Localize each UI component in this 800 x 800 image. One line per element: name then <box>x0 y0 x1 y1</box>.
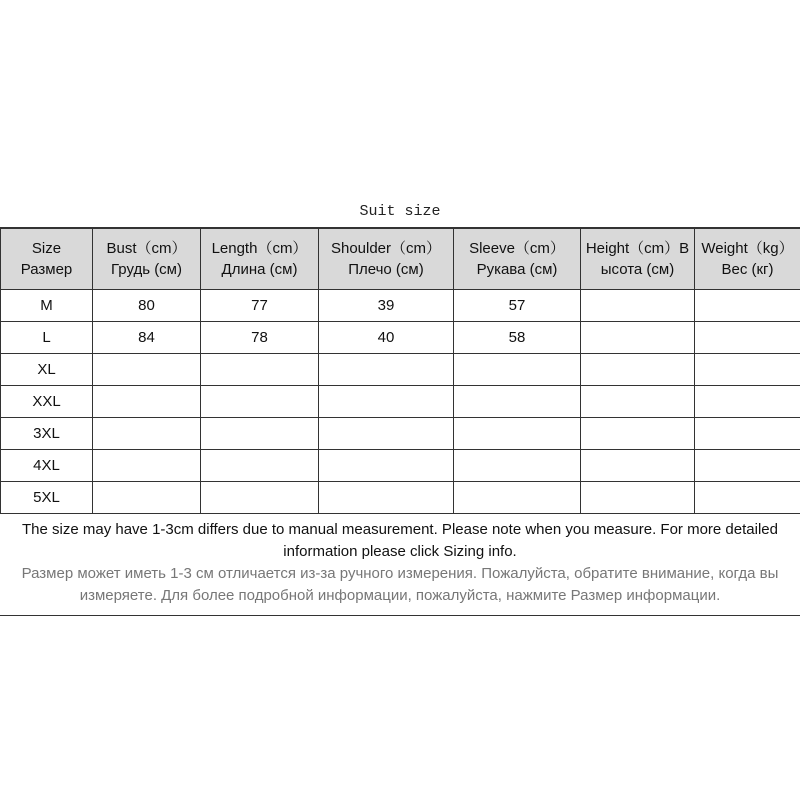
cell-bust: 80 <box>93 290 201 322</box>
cell-shoulder <box>319 386 454 418</box>
cell-size: XXL <box>1 386 93 418</box>
cell-size: XL <box>1 354 93 386</box>
cell-weight <box>695 290 800 322</box>
cell-height <box>581 482 695 514</box>
cell-shoulder <box>319 450 454 482</box>
cell-size: 4XL <box>1 450 93 482</box>
cell-weight <box>695 450 800 482</box>
size-chart-table <box>0 227 800 514</box>
cell-weight <box>695 386 800 418</box>
cell-sleeve <box>454 386 581 418</box>
cell-weight <box>695 482 800 514</box>
cell-bust <box>93 418 201 450</box>
header-bust: Bust（cm） Грудь (см) <box>93 228 201 290</box>
header-weight: Weight（kg） Вес (кг) <box>695 228 800 290</box>
cell-sleeve <box>454 450 581 482</box>
cell-length: 77 <box>201 290 319 322</box>
cell-height <box>581 386 695 418</box>
cell-bust: 84 <box>93 322 201 354</box>
cell-shoulder: 40 <box>319 322 454 354</box>
measurement-note <box>0 519 800 616</box>
cell-size: M <box>1 290 93 322</box>
cell-bust <box>93 386 201 418</box>
cell-length <box>201 482 319 514</box>
cell-height <box>581 418 695 450</box>
cell-length <box>201 450 319 482</box>
cell-sleeve: 58 <box>454 322 581 354</box>
cell-sleeve <box>454 354 581 386</box>
cell-sleeve <box>454 418 581 450</box>
cell-shoulder <box>319 354 454 386</box>
cell-bust <box>93 354 201 386</box>
table-row <box>1 322 800 354</box>
cell-weight <box>695 354 800 386</box>
cell-size: 3XL <box>1 418 93 450</box>
cell-shoulder <box>319 482 454 514</box>
cell-length <box>201 418 319 450</box>
cell-length <box>201 354 319 386</box>
cell-sleeve <box>454 482 581 514</box>
cell-height <box>581 322 695 354</box>
cell-height <box>581 450 695 482</box>
cell-height <box>581 354 695 386</box>
cell-length <box>201 386 319 418</box>
note-russian: Размер может иметь 1-3 см отличается из-за ручного измерения. Пожалуйста, обратите внимание, когда вы измеряете. Для более подробной информации, пожалуйста, нажмите Размер информации. <box>21 565 779 604</box>
header-size: Size Размер <box>1 228 93 290</box>
cell-sleeve: 57 <box>454 290 581 322</box>
header-sleeve: Sleeve（cm） Рукава (см) <box>454 228 581 290</box>
cell-bust <box>93 450 201 482</box>
cell-shoulder: 39 <box>319 290 454 322</box>
header-length: Length（cm） Длина (см) <box>201 228 319 290</box>
table-title: Suit size <box>359 203 441 220</box>
header-shoulder: Shoulder（cm） Плечо (см) <box>319 228 454 290</box>
cell-weight <box>695 418 800 450</box>
table-row <box>1 386 800 418</box>
cell-weight <box>695 322 800 354</box>
cell-length: 78 <box>201 322 319 354</box>
table-row <box>1 290 800 322</box>
header-height: Height（cm）В ысота (см) <box>581 228 695 290</box>
table-row <box>1 354 800 386</box>
cell-bust <box>93 482 201 514</box>
table-row <box>1 450 800 482</box>
cell-size: 5XL <box>1 482 93 514</box>
cell-shoulder <box>319 418 454 450</box>
note-english: The size may have 1-3cm differs due to manual measurement. Please note when you measure. For more detailed information please click Sizing info. <box>22 521 778 560</box>
table-row <box>1 418 800 450</box>
cell-size: L <box>1 322 93 354</box>
header-row <box>1 228 800 290</box>
cell-height <box>581 290 695 322</box>
table-row <box>1 482 800 514</box>
